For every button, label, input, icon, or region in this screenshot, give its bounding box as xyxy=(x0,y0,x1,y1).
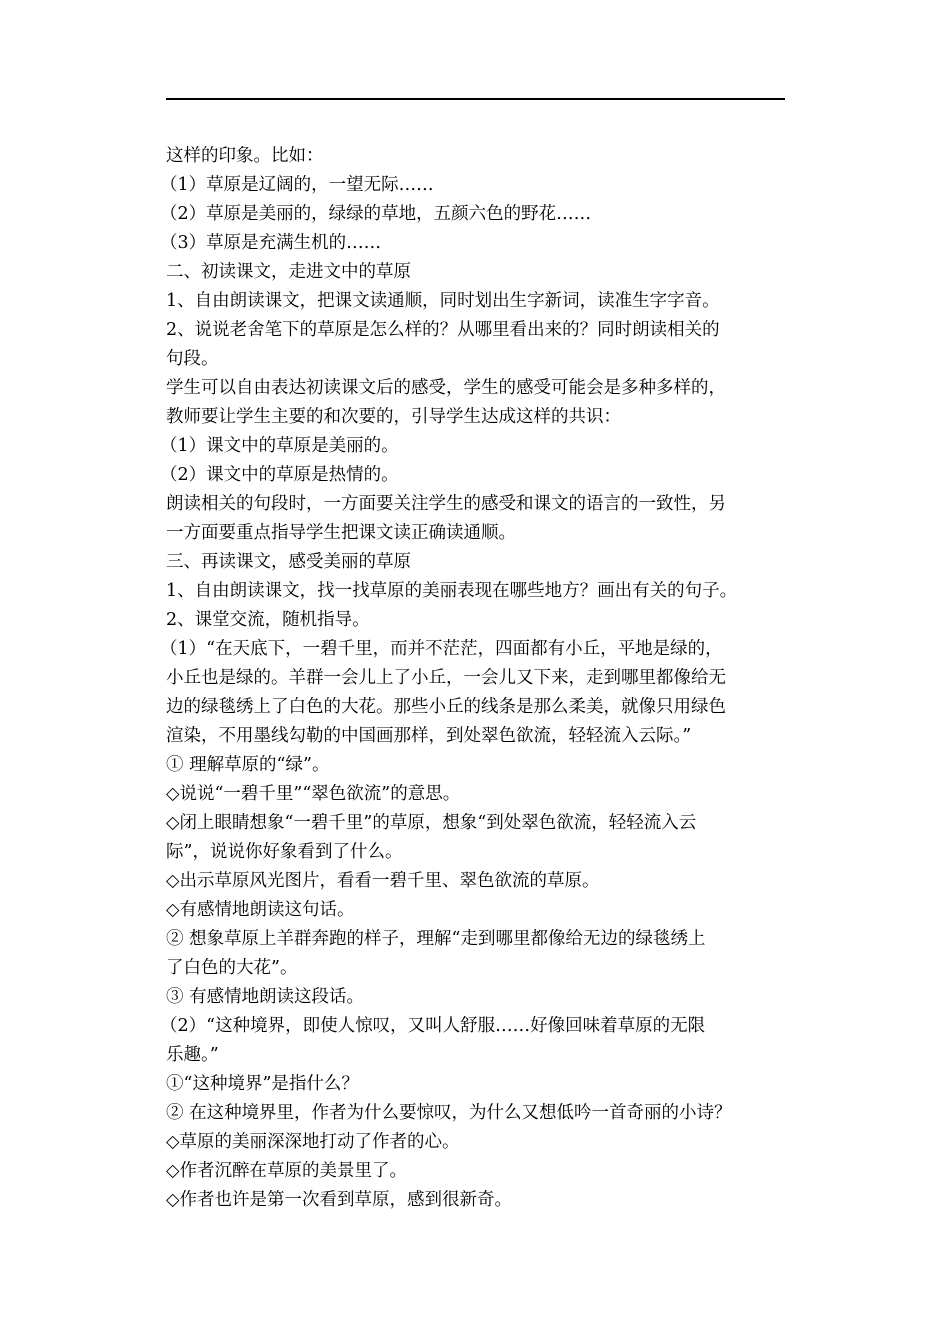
text-line: 1、自由朗读课文，找一找草原的美丽表现在哪些地方？画出有关的句子。 xyxy=(166,581,738,601)
text-line: ② 在这种境界里，作者为什么要惊叹，为什么又想低吟一首奇丽的小诗？ xyxy=(166,1103,732,1123)
text-line: 教师要让学生主要的和次要的，引导学生达成这样的共识： xyxy=(166,407,621,427)
text-line: 边的绿毯绣上了白色的大花。那些小丘的线条是那么柔美，就像只用绿色 xyxy=(166,697,726,717)
text-line: 朗读相关的句段时，一方面要关注学生的感受和课文的语言的一致性，另 xyxy=(166,494,726,514)
text-line: ◇草原的美丽深深地打动了作者的心。 xyxy=(166,1132,460,1152)
text-line: （3）草原是充满生机的…… xyxy=(160,233,382,253)
section-heading: 三、再读课文，感受美丽的草原 xyxy=(166,552,411,572)
text-line: 2、课堂交流，随机指导。 xyxy=(166,610,370,630)
section-heading: 二、初读课文，走进文中的草原 xyxy=(166,262,411,282)
text-line: 句段。 xyxy=(166,349,219,369)
text-line: ◇作者也许是第一次看到草原，感到很新奇。 xyxy=(166,1190,512,1210)
text-line: （2）课文中的草原是热情的。 xyxy=(160,465,399,485)
text-line: 乐趣。” xyxy=(166,1045,219,1065)
text-line: 一方面要重点指导学生把课文读正确读通顺。 xyxy=(166,523,516,543)
text-line: 这样的印象。比如： xyxy=(166,146,324,166)
text-line: ◇有感情地朗读这句话。 xyxy=(166,900,355,920)
text-line: ② 想象草原上羊群奔跑的样子，理解“走到哪里都像给无边的绿毯绣上 xyxy=(166,929,706,949)
text-line: （2）“这种境界，即使人惊叹，又叫人舒服……好像回味着草原的无限 xyxy=(160,1016,706,1036)
header-rule xyxy=(166,98,785,100)
text-line: ①“这种境界”是指什么？ xyxy=(166,1074,359,1094)
text-line: 学生可以自由表达初读课文后的感受，学生的感受可能会是多种多样的， xyxy=(166,378,726,398)
text-line: ① 理解草原的“绿”。 xyxy=(166,755,330,775)
text-line: ◇闭上眼睛想象“一碧千里”的草原，想象“到处翠色欲流，轻轻流入云 xyxy=(166,813,697,833)
text-line: （1）“在天底下，一碧千里，而并不茫茫，四面都有小丘，平地是绿的， xyxy=(160,639,723,659)
text-line: ③ 有感情地朗读这段话。 xyxy=(166,987,365,1007)
document-body xyxy=(160,142,788,1215)
text-line: ◇出示草原风光图片，看看一碧千里、翠色欲流的草原。 xyxy=(166,871,600,891)
text-line: 渲染，不用墨线勾勒的中国画那样，到处翠色欲流，轻轻流入云际。” xyxy=(166,726,692,746)
text-line: （1）课文中的草原是美丽的。 xyxy=(160,436,399,456)
text-line: ◇作者沉醉在草原的美景里了。 xyxy=(166,1161,407,1181)
text-line: 2、说说老舍笔下的草原是怎么样的？从哪里看出来的？同时朗读相关的 xyxy=(166,320,720,340)
text-line: （2）草原是美丽的，绿绿的草地，五颜六色的野花…… xyxy=(160,204,592,224)
text-line: 小丘也是绿的。羊群一会儿上了小丘，一会儿又下来，走到哪里都像给无 xyxy=(166,668,726,688)
text-line: 了白色的大花”。 xyxy=(166,958,298,978)
text-line: （1）草原是辽阔的，一望无际…… xyxy=(160,175,434,195)
text-line: 际”，说说你好象看到了什么。 xyxy=(166,842,403,862)
text-line: 1、自由朗读课文，把课文读通顺，同时划出生字新词，读准生字字音。 xyxy=(166,291,720,311)
text-line: ◇说说“一碧千里”“翠色欲流”的意思。 xyxy=(166,784,461,804)
